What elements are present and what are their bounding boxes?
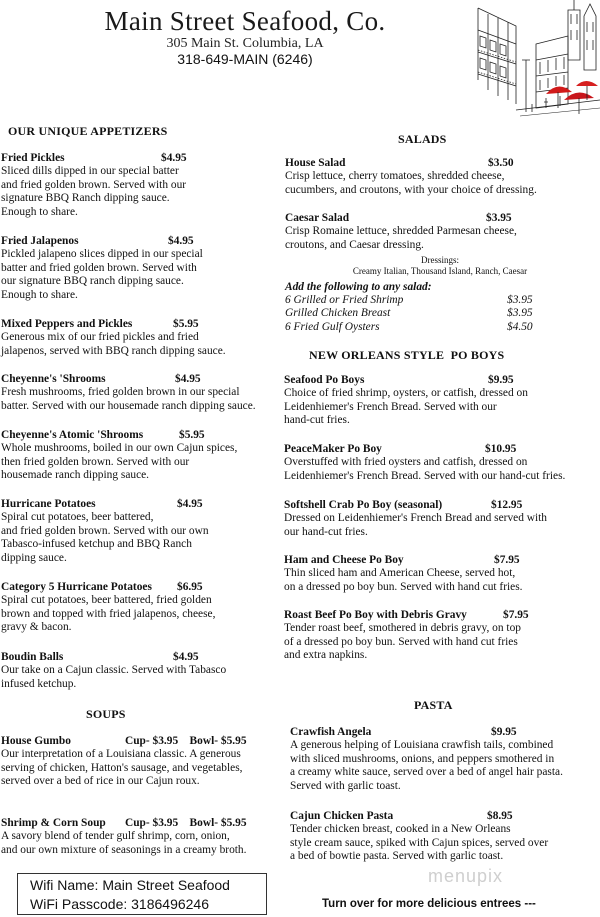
item-desc-line: Overstuffed with fried oysters and catfish, dressed on: [284, 456, 528, 469]
item-name: Hurricane Potatoes: [1, 498, 96, 510]
item-price: Cup- $3.95 Bowl- $5.95: [125, 817, 247, 829]
item-price: $4.95: [161, 152, 187, 164]
item-desc-line: Crisp Romaine lettuce, shredded Parmesan cheese,: [285, 225, 517, 238]
item-desc-line: Tender roast beef, smothered in debris gravy, on top: [284, 622, 521, 635]
item-price: $12.95: [491, 499, 523, 511]
menu-item-cheyennes-shrooms: [1, 373, 286, 413]
item-desc-line: Leidenhiemer's French Bread. Served with our: [284, 400, 497, 413]
item-desc-line: signature BBQ Ranch dipping sauce.: [1, 192, 170, 205]
item-price: $3.50: [488, 157, 514, 169]
item-desc-line: Spiral cut potatoes, beer battered,: [1, 511, 154, 524]
item-name: Caesar Salad: [285, 212, 350, 224]
item-desc-line: batter. Served with our housemade ranch dipping sauce.: [1, 399, 256, 412]
item-desc-line: dipping sauce.: [1, 551, 67, 564]
add-on-item: [285, 321, 597, 334]
item-price: $4.95: [168, 235, 194, 247]
item-desc-line: Served with garlic toast.: [290, 779, 401, 792]
dressings-label: Dressings:: [421, 255, 459, 265]
restaurant-phone: 318-649-MAIN (6246): [177, 51, 313, 67]
item-price: $8.95: [487, 810, 513, 822]
add-ons-heading: Add the following to any salad:: [285, 281, 432, 293]
item-name: Shrimp & Corn Soup: [1, 817, 106, 829]
item-name: Cheyenne's 'Shrooms: [1, 373, 106, 385]
menu-item-caesar-salad: [285, 212, 597, 252]
menu-item-boudin-balls: [1, 651, 286, 691]
item-desc-line: batter and fried golden brown. Served with: [1, 261, 197, 274]
wifi-passcode: WiFi Passcode: 3186496246: [30, 896, 209, 912]
menu-item-atomic-shrooms: [1, 429, 286, 483]
item-desc-line: served over a bed of rice in our Cajun roux.: [1, 775, 200, 788]
item-desc-line: and extra napkins.: [284, 649, 368, 662]
item-desc-line: jalapenos, served with BBQ ranch dipping sauce.: [1, 344, 226, 357]
add-on-price: $3.95: [507, 294, 533, 307]
dressings-note: [285, 255, 595, 276]
item-desc-line: Enough to share.: [1, 288, 78, 301]
item-desc-line: Enough to share.: [1, 205, 78, 218]
dressings-list: Creamy Italian, Thousand Island, Ranch, Caesar: [352, 265, 528, 276]
item-name: House Gumbo: [1, 735, 71, 747]
item-price: $9.95: [488, 374, 514, 386]
item-desc-line: Whole mushrooms, boiled in our own Cajun spices,: [1, 442, 238, 455]
item-name: Seafood Po Boys: [284, 374, 365, 386]
menu-item-roast-beef-po-boy: [284, 609, 598, 663]
item-desc-line: Tabasco-infused ketchup and BBQ Ranch: [1, 538, 192, 551]
item-desc-line: on a dressed po boy bun. Served with hand cut fries.: [284, 580, 523, 593]
item-name: Fried Pickles: [1, 152, 65, 164]
appetizers-heading: OUR UNIQUE APPETIZERS: [8, 124, 168, 138]
item-desc-line: Thin sliced ham and American Cheese, served hot,: [284, 567, 516, 580]
street-scene-illustration: [476, 0, 600, 124]
item-desc-line: infused ketchup.: [1, 677, 77, 690]
menu-item-mixed-peppers: [1, 318, 281, 358]
item-desc-line: A generous helping of Louisiana crawfish tails, combined: [290, 739, 554, 752]
item-desc-line: Generous mix of our fried pickles and fried: [1, 331, 199, 344]
item-price: $7.95: [494, 554, 520, 566]
item-price: Cup- $3.95 Bowl- $5.95: [125, 735, 247, 747]
menu-item-crawfish-angela: [290, 726, 600, 793]
restaurant-name: Main Street Seafood, Co.: [104, 6, 386, 36]
item-desc-line: A savory blend of tender gulf shrimp, corn, onion,: [1, 830, 230, 843]
turn-over-note: Turn over for more delicious entrees ---: [322, 898, 536, 910]
item-price: $4.95: [175, 373, 201, 385]
item-price: $4.95: [177, 498, 203, 510]
poboys-heading: NEW ORLEANS STYLE PO BOYS: [309, 348, 505, 362]
add-on-price: $3.95: [507, 307, 533, 320]
item-price: $10.95: [485, 443, 517, 455]
item-desc-line: Our interpretation of a Louisiana classic. A generous: [1, 748, 241, 761]
item-desc-line: gravy & bacon.: [1, 621, 72, 634]
item-name: Fried Jalapenos: [1, 235, 79, 247]
menu-item-softshell-crab-po-boy: [284, 499, 598, 539]
menu-item-ham-cheese-po-boy: [284, 554, 598, 594]
item-name: Cajun Chicken Pasta: [290, 810, 394, 822]
item-desc-line: Tender chicken breast, cooked in a New Orleans: [290, 823, 511, 836]
item-desc-line: Spiral cut potatoes, beer battered, fried golden: [1, 594, 212, 607]
item-price: $3.95: [486, 212, 512, 224]
menu-item-fried-pickles: [1, 152, 281, 219]
item-desc-line: Our take on a Cajun classic. Served with Tabasco: [1, 664, 227, 677]
item-price: $7.95: [503, 609, 529, 621]
item-name: Softshell Crab Po Boy (seasonal): [284, 499, 443, 511]
item-desc-line: our hand-cut fries.: [284, 525, 368, 538]
item-desc-line: and fried golden brown. Served with our own: [1, 524, 209, 537]
item-desc-line: with sliced mushrooms, onions, and peppers smothered in: [290, 752, 555, 765]
add-on-name: 6 Grilled or Fried Shrimp: [285, 294, 404, 307]
add-on-name: Grilled Chicken Breast: [285, 307, 391, 320]
item-desc-line: then fried golden brown. Served with our: [1, 455, 190, 468]
item-name: House Salad: [285, 157, 346, 169]
item-price: $4.95: [173, 651, 199, 663]
menu-item-category5-potatoes: [1, 581, 286, 635]
add-on-item: [285, 294, 597, 307]
item-desc-line: Choice of fried shrimp, oysters, or catfish, dressed on: [284, 387, 528, 400]
soups-heading: SOUPS: [86, 707, 126, 721]
add-on-name: 6 Fried Gulf Oysters: [285, 320, 380, 333]
menu-item-fried-jalapenos: [1, 235, 281, 302]
item-name: Crawfish Angela: [290, 726, 372, 738]
item-name: Roast Beef Po Boy with Debris Gravy: [284, 609, 467, 621]
menu-item-seafood-po-boys: [284, 374, 598, 428]
menu-item-hurricane-potatoes: [1, 498, 286, 565]
item-desc-line: a bed of bowtie pasta. Served with garlic toast.: [290, 850, 504, 863]
menu-item-house-gumbo: [1, 735, 286, 789]
item-name: Mixed Peppers and Pickles: [1, 318, 133, 330]
salads-heading: SALADS: [398, 132, 447, 146]
item-price: $9.95: [491, 726, 517, 738]
item-desc-line: style cream sauce, spiked with Cajun spices, served over: [290, 836, 549, 849]
menu-item-shrimp-corn-soup: [1, 817, 286, 857]
item-desc-line: our signature BBQ ranch dipping sauce.: [1, 275, 184, 288]
menu-item-cajun-chicken-pasta: [290, 810, 600, 864]
item-desc-line: of a dressed po boy bun. Served with hand cut fries: [284, 635, 518, 648]
item-name: Ham and Cheese Po Boy: [284, 554, 404, 566]
item-desc-line: Fresh mushrooms, fried golden brown in our special: [1, 386, 240, 399]
item-desc-line: croutons, and Caesar dressing.: [285, 238, 424, 251]
item-desc-line: Pickled jalapeno slices dipped in our special: [1, 248, 203, 261]
item-desc-line: and our own mixture of seasonings in a creamy broth.: [1, 843, 247, 856]
restaurant-address: 305 Main St. Columbia, LA: [166, 36, 324, 51]
salad-add-ons: [285, 281, 597, 334]
item-price: $5.95: [179, 429, 205, 441]
item-name: Boudin Balls: [1, 651, 64, 663]
menu-item-peacemaker-po-boy: [284, 443, 600, 483]
item-desc-line: a creamy white sauce, served over a bed of angel hair pasta.: [290, 766, 563, 779]
item-price: $5.95: [173, 318, 199, 330]
item-desc-line: cucumbers, and croutons, with your choice of dressing.: [285, 183, 537, 196]
item-desc-line: Leidenhiemer's French Bread. Served with our hand-cut fries.: [284, 469, 566, 482]
item-desc-line: Sliced dills dipped in our special batter: [1, 165, 179, 178]
item-desc-line: housemade ranch dipping sauce.: [1, 469, 150, 482]
item-desc-line: Crisp lettuce, cherry tomatoes, shredded cheese,: [285, 170, 505, 183]
item-desc-line: Dressed on Leidenhiemer's French Bread and served with: [284, 512, 548, 525]
item-name: Cheyenne's Atomic 'Shrooms: [1, 429, 144, 441]
item-name: PeaceMaker Po Boy: [284, 443, 382, 455]
item-name: Category 5 Hurricane Potatoes: [1, 581, 152, 593]
menupix-watermark: menupix: [428, 866, 504, 886]
add-on-item: [285, 307, 597, 320]
item-price: $6.95: [177, 581, 203, 593]
wifi-name: Wifi Name: Main Street Seafood: [30, 877, 230, 893]
item-desc-line: brown and topped with fried jalapenos, cheese,: [1, 607, 216, 620]
item-desc-line: and fried golden brown. Served with our: [1, 178, 187, 191]
item-desc-line: serving of chicken, Hatton's sausage, and vegetables,: [1, 761, 243, 774]
wifi-box: [17, 873, 267, 915]
pasta-heading: PASTA: [414, 698, 453, 712]
add-on-price: $4.50: [507, 320, 533, 333]
menu-item-house-salad: [285, 157, 597, 197]
item-desc-line: hand-cut fries.: [284, 414, 350, 427]
